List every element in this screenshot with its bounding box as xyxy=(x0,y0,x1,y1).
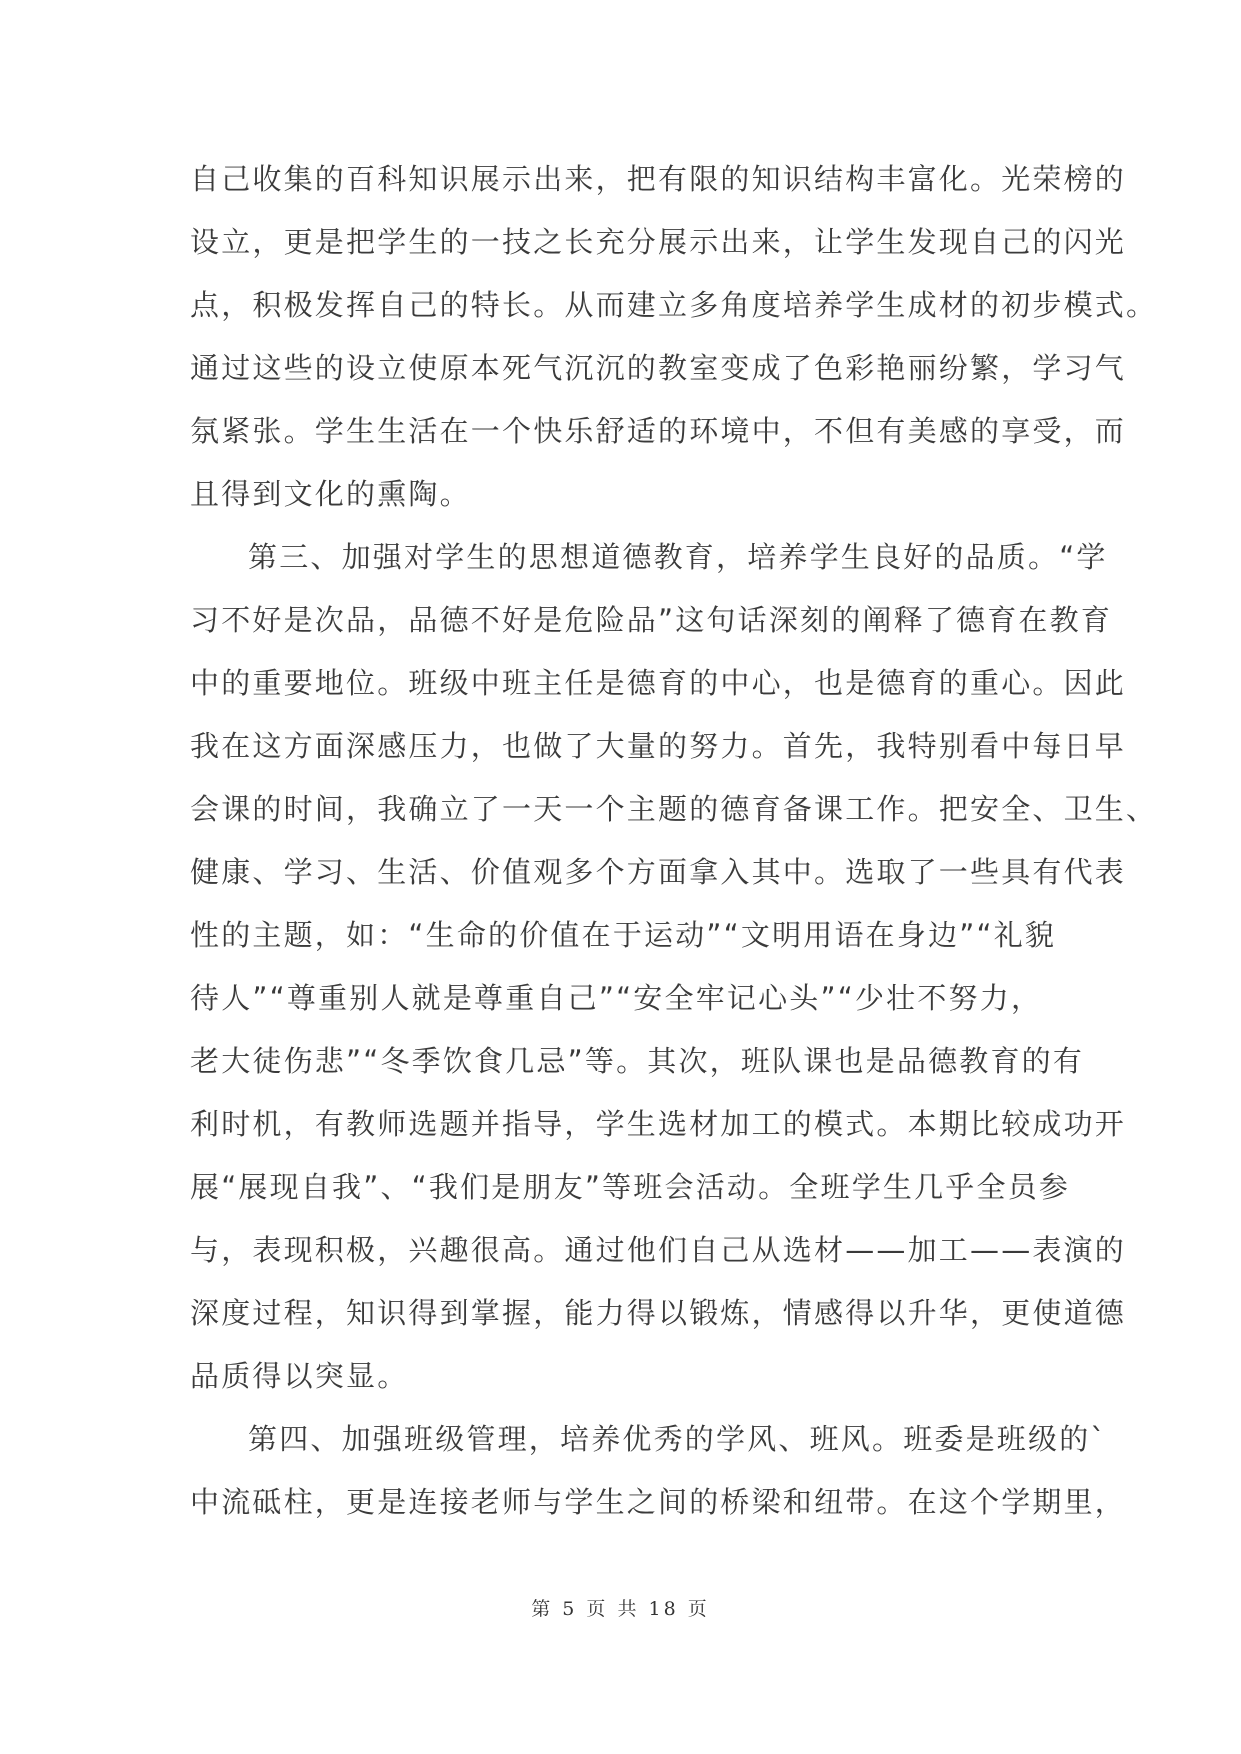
paragraph-1-line: 氛紧张。学生生活在一个快乐舒适的环境中，不但有美感的享受，而 xyxy=(190,414,1127,448)
paragraph-1-line: 且得到文化的熏陶。 xyxy=(190,477,471,511)
paragraph-2-line: 老大徒伤悲”“冬季饮食几忌”等。其次，班队课也是品德教育的有 xyxy=(190,1044,1085,1078)
paragraph-2-line: 展“展现自我”、“我们是朋友”等班会活动。全班学生几乎全员参 xyxy=(190,1170,1071,1204)
paragraph-2-line: 中的重要地位。班级中班主任是德育的中心，也是德育的重心。因此 xyxy=(190,666,1127,700)
paragraph-2-line: 会课的时间，我确立了一天一个主题的德育备课工作。把安全、卫生、 xyxy=(190,792,1158,826)
paragraph-2-line: 健康、学习、生活、价值观多个方面拿入其中。选取了一些具有代表 xyxy=(190,855,1127,889)
paragraph-2-line: 利时机，有教师选题并指导，学生选材加工的模式。本期比较成功开 xyxy=(190,1107,1127,1141)
paragraph-2-line: 习不好是次品，品德不好是危险品”这句话深刻的阐释了德育在教育 xyxy=(190,603,1113,637)
paragraph-1-line: 点，积极发挥自己的特长。从而建立多角度培养学生成材的初步模式。 xyxy=(190,288,1158,322)
body-text xyxy=(190,148,1158,1534)
paragraph-3-line: 中流砥柱，更是连接老师与学生之间的桥梁和纽带。在这个学期里， xyxy=(190,1485,1127,1519)
paragraph-1-line: 自己收集的百科知识展示出来，把有限的知识结构丰富化。光荣榜的 xyxy=(190,162,1127,196)
paragraph-2-line: 性的主题，如：“生命的价值在于运动”“文明用语在身边”“礼貌 xyxy=(190,918,1057,952)
paragraph-1-line: 设立，更是把学生的一技之长充分展示出来，让学生发现自己的闪光 xyxy=(190,225,1127,259)
paragraph-2-line: 第三、加强对学生的思想道德教育，培养学生良好的品质。“学 xyxy=(248,540,1108,574)
paragraph-2-line: 深度过程，知识得到掌握，能力得以锻炼，情感得以升华，更使道德 xyxy=(190,1296,1127,1330)
paragraph-3-line: 第四、加强班级管理，培养优秀的学风、班风。班委是班级的` xyxy=(248,1422,1108,1456)
paragraph-2-line: 待人”“尊重别人就是尊重自己”“安全牢记心头”“少壮不努力， xyxy=(190,981,1043,1015)
paragraph-2-line: 品质得以突显。 xyxy=(190,1359,409,1393)
paragraph-1-line: 通过这些的设立使原本死气沉沉的教室变成了色彩艳丽纷繁，学习气 xyxy=(190,351,1127,385)
paragraph-2-line: 我在这方面深感压力，也做了大量的努力。首先，我特别看中每日早 xyxy=(190,729,1127,763)
paragraph-2-line: 与，表现积极，兴趣很高。通过他们自己从选材——加工——表演的 xyxy=(190,1233,1127,1267)
page-number-footer: 第 5 页 共 18 页 xyxy=(531,1598,710,1620)
